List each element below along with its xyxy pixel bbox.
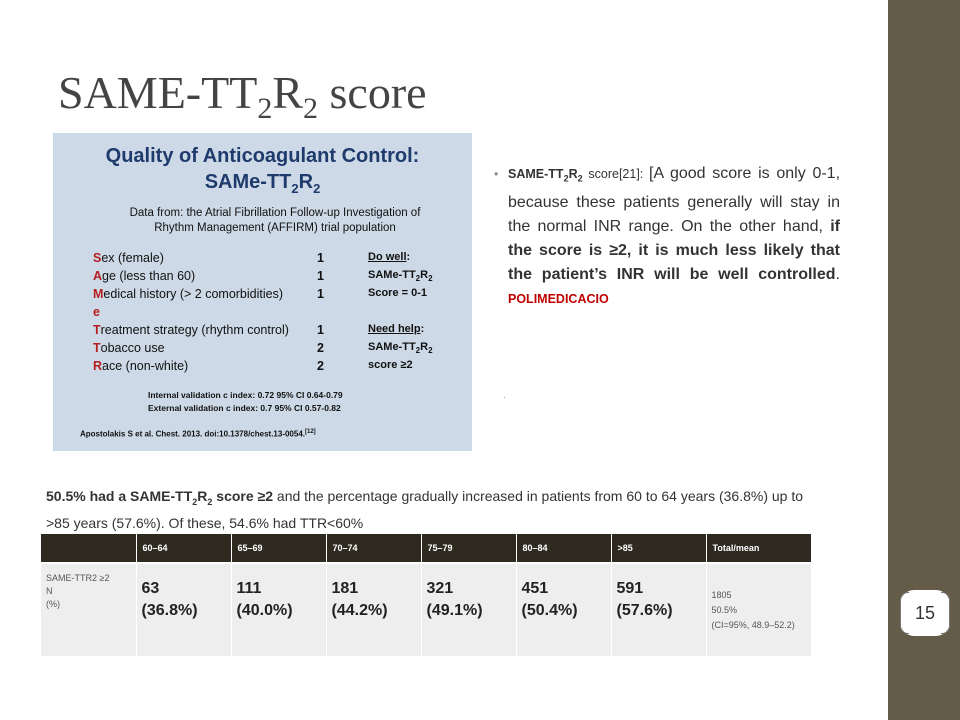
score-figure: [53, 133, 472, 451]
summary-paragraph: 50.5% had a SAME-$TT_2R_2$ score ≥2 and the percentage gradually increased in patients from 60 to 64 years (36.8%) up to >85 years (57.6%). Of these, 54.6% had TTR<60%: [46, 488, 804, 531]
figure-subtitle-line2: Rhythm Management (AFFIRM) trial population: [154, 222, 396, 234]
table-row: [41, 563, 811, 656]
figure-title-line2: SAMe-$TT_2R_2$: [204, 171, 321, 196]
trailing-dot: .: [503, 390, 506, 401]
score-row-tobacco: Tobacco use 2 SAMe-$TT_2R_2$: [93, 341, 433, 356]
bullet-dot-icon: •: [494, 167, 499, 181]
score-row-medical-history: Medical history (> 2 comorbidities) 1 Score = 0-1: [93, 287, 428, 301]
table-header-cell: >85: [611, 534, 706, 563]
table-cell: 181 (44.2%): [326, 563, 421, 656]
right-bracket: [941, 592, 950, 634]
row-label-cell: SAME-TTR2 ≥2 N (%): [41, 563, 136, 656]
table-header-cell: 65–69: [231, 534, 326, 563]
figure-title-line1: Quality of Anticoagulant Control:: [105, 145, 420, 167]
score-row-sex: Sex (female) 1 Do well:: [93, 251, 411, 265]
left-bracket: [900, 592, 909, 634]
score-row-age: Age (less than 60) 1 SAMe-$TT_2R_2$: [93, 269, 433, 284]
score-row-race: Race (non-white) 2 score ≥2: [93, 359, 413, 373]
table-header-cell: 70–74: [326, 534, 421, 563]
table-cell: 591 (57.6%): [611, 563, 706, 656]
slide-title: SAME-$TT_2R_2$ score: [58, 67, 427, 126]
age-group-table: [41, 534, 812, 656]
table-header-cell: 75–79: [421, 534, 516, 563]
figure-reference: Apostolakis S et al. Chest. 2013. doi:10.1378/chest.13-0054.[12]: [80, 429, 316, 439]
table-cell: 111 (40.0%): [231, 563, 326, 656]
table-header-cell: Total/mean: [706, 534, 811, 563]
score-row-e: e: [93, 305, 100, 319]
table-header-row: [41, 534, 811, 563]
table-cell: 451 (50.4%): [516, 563, 611, 656]
external-validation: External validation c index: 0.7 95% CI 0.57-0.82: [148, 403, 341, 413]
table-header-cell: 60–64: [136, 534, 231, 563]
total-cell: 1805 50.5% (CI=95%, 48.9–52.2): [706, 563, 811, 656]
table-cell: 321 (49.1%): [421, 563, 516, 656]
page-number-badge: [900, 590, 950, 636]
bullet-point: • SAME-$TT_2R_2$ score[21]: [A good score is only 0-1, because these patients generally will stay in the normal INR range. On the other hand, if the score is ≥2, it is much less likely that the patient’s INR will be well controlled. POLIMEDICACIO: [508, 162, 840, 311]
table-header-cell: [41, 534, 136, 563]
table-cell: 63 (36.8%): [136, 563, 231, 656]
internal-validation: Internal validation c index: 0.72 95% CI 0.64-0.79: [148, 390, 343, 400]
page-number: 15: [914, 602, 936, 623]
figure-subtitle-line1: Data from: the Atrial Fibrillation Follow-up Investigation of: [129, 207, 421, 219]
score-row-treatment: Treatment strategy (rhythm control) 1 Need help:: [93, 323, 425, 337]
table-header-cell: 80–84: [516, 534, 611, 563]
